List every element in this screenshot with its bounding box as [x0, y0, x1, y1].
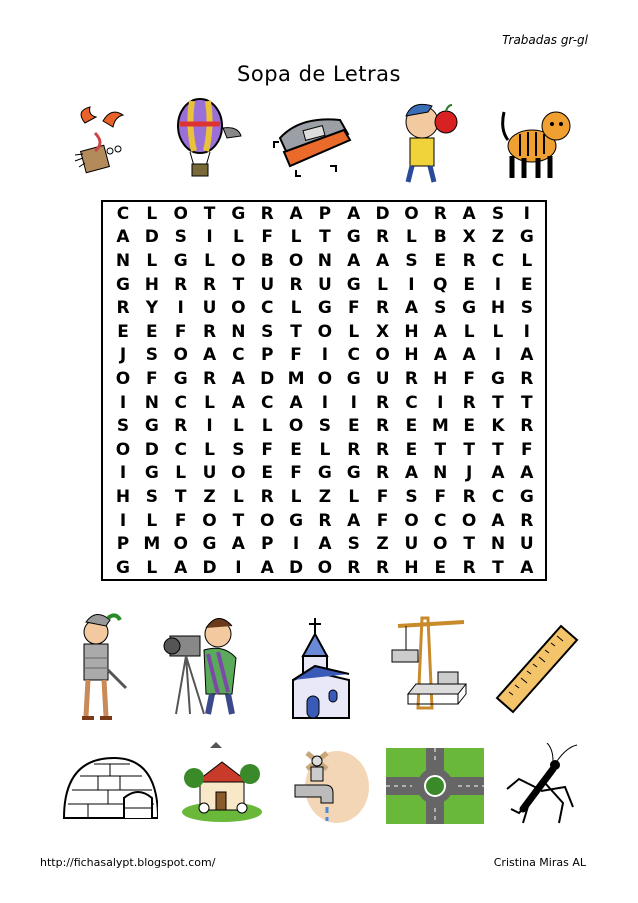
grid-letter[interactable]: Q: [433, 274, 448, 295]
grid-letter[interactable]: T: [232, 274, 245, 295]
grid-letter[interactable]: A: [376, 250, 390, 271]
grid-letter[interactable]: N: [433, 463, 448, 484]
grid-letter[interactable]: O: [404, 510, 419, 531]
grid-row: [103, 202, 545, 226]
stapler-icon: [270, 108, 360, 180]
grid-letter[interactable]: G: [144, 463, 159, 484]
grid-letter[interactable]: L: [204, 439, 215, 460]
grid-letter[interactable]: U: [318, 274, 332, 295]
grid-letter[interactable]: A: [433, 321, 447, 342]
grid-letter[interactable]: C: [491, 486, 505, 507]
grid-letter[interactable]: A: [491, 510, 505, 531]
grid-row: [103, 273, 545, 297]
grid-letter[interactable]: D: [144, 439, 159, 460]
grid-letter[interactable]: B: [260, 250, 274, 271]
gladiator-icon: [72, 610, 132, 725]
grid-letter[interactable]: L: [204, 250, 215, 271]
grid-letter[interactable]: O: [288, 416, 304, 437]
grid-letter[interactable]: E: [347, 416, 360, 437]
grid-letter[interactable]: Z: [491, 227, 505, 248]
grid-letter[interactable]: C: [260, 298, 274, 319]
grid-letter[interactable]: G: [317, 298, 332, 319]
grid-letter[interactable]: O: [259, 510, 275, 531]
grid-letter[interactable]: F: [290, 345, 302, 366]
grid-letter[interactable]: D: [260, 368, 275, 389]
grid-letter[interactable]: G: [231, 203, 246, 224]
grid-letter[interactable]: L: [261, 416, 273, 437]
grid-letter[interactable]: U: [202, 298, 217, 319]
farm-house-icon: [180, 738, 266, 824]
grid-letter[interactable]: R: [318, 510, 332, 531]
grid-letter[interactable]: S: [347, 534, 360, 555]
grid-letter[interactable]: R: [376, 392, 390, 413]
grid-letter[interactable]: Y: [145, 298, 158, 319]
grid-row: [103, 485, 545, 509]
grid-letter[interactable]: L: [232, 227, 244, 248]
grid-letter[interactable]: I: [177, 298, 184, 319]
grid-letter[interactable]: D: [375, 203, 390, 224]
grid-letter[interactable]: F: [347, 298, 360, 319]
church-icon: [285, 616, 355, 724]
grid-letter[interactable]: A: [520, 557, 534, 578]
grid-letter[interactable]: G: [289, 510, 304, 531]
grid-letter[interactable]: I: [119, 463, 127, 484]
grid-letter[interactable]: U: [519, 534, 534, 555]
grid-letter[interactable]: R: [260, 486, 274, 507]
grid-letter[interactable]: C: [174, 392, 187, 413]
grid-letter[interactable]: T: [521, 392, 533, 413]
grid-letter[interactable]: R: [376, 298, 390, 319]
grid-letter[interactable]: R: [433, 203, 447, 224]
grid-letter[interactable]: R: [404, 368, 418, 389]
grid-letter[interactable]: I: [494, 345, 502, 366]
grid-letter[interactable]: C: [347, 345, 360, 366]
grid-letter[interactable]: L: [232, 416, 244, 437]
grid-letter[interactable]: R: [347, 439, 361, 460]
grid-letter[interactable]: G: [173, 368, 188, 389]
grid-letter[interactable]: O: [317, 368, 333, 389]
grid-letter[interactable]: G: [202, 534, 217, 555]
grid-letter[interactable]: T: [203, 203, 216, 224]
grid-letter[interactable]: O: [317, 557, 333, 578]
grid-letter[interactable]: T: [232, 510, 245, 531]
grid-letter[interactable]: O: [461, 510, 477, 531]
grid-letter[interactable]: L: [290, 227, 302, 248]
grid-letter[interactable]: A: [231, 392, 245, 413]
grid-letter[interactable]: G: [519, 486, 534, 507]
grid-letter[interactable]: O: [231, 298, 246, 319]
faucet-icon: [285, 745, 371, 825]
grid-letter[interactable]: T: [434, 439, 447, 460]
grid-row: [103, 509, 545, 533]
grid-letter[interactable]: S: [405, 250, 418, 271]
grid-letter[interactable]: R: [462, 557, 476, 578]
grid-row: [103, 414, 545, 438]
grid-letter[interactable]: X: [462, 227, 476, 248]
grid-letter[interactable]: L: [348, 321, 360, 342]
grid-letter[interactable]: L: [492, 321, 504, 342]
grid-letter[interactable]: A: [202, 345, 217, 366]
grid-letter[interactable]: P: [260, 345, 274, 366]
grid-letter[interactable]: F: [434, 486, 447, 507]
grid-letter[interactable]: I: [206, 227, 213, 248]
grid-letter[interactable]: R: [520, 510, 534, 531]
grid-letter[interactable]: C: [174, 439, 187, 460]
grid-row: [103, 438, 545, 462]
grid-row: [103, 320, 545, 344]
grid-letter[interactable]: R: [347, 557, 361, 578]
grid-letter[interactable]: L: [175, 463, 187, 484]
grid-letter[interactable]: L: [521, 250, 533, 271]
grid-letter[interactable]: S: [491, 203, 505, 224]
grid-letter[interactable]: A: [231, 534, 245, 555]
grid-letter[interactable]: L: [146, 557, 158, 578]
grid-letter[interactable]: O: [433, 534, 448, 555]
grid-letter[interactable]: I: [235, 557, 242, 578]
grid-letter[interactable]: H: [404, 321, 419, 342]
grid-letter[interactable]: M: [287, 368, 305, 389]
grid-letter[interactable]: A: [318, 534, 332, 555]
grid-letter[interactable]: E: [521, 274, 533, 295]
grid-letter[interactable]: T: [319, 227, 331, 248]
source-url[interactable]: http://fichasalypt.blogspot.com/: [40, 856, 216, 869]
grid-letter[interactable]: A: [520, 345, 534, 366]
grid-letter[interactable]: A: [231, 368, 245, 389]
roundabout-icon: [386, 748, 484, 824]
grid-letter[interactable]: G: [346, 227, 361, 248]
photographer-icon: [160, 610, 255, 720]
grid-letter[interactable]: L: [204, 392, 215, 413]
grid-letter[interactable]: K: [491, 416, 505, 437]
grid-letter[interactable]: S: [405, 486, 418, 507]
grid-letter[interactable]: G: [346, 368, 361, 389]
grid-letter[interactable]: F: [146, 368, 158, 389]
grid-letter[interactable]: S: [434, 298, 447, 319]
grid-letter[interactable]: P: [116, 534, 130, 555]
grid-letter[interactable]: Z: [203, 486, 216, 507]
grid-letter[interactable]: L: [146, 510, 158, 531]
word-search-grid: [101, 200, 547, 581]
grid-letter[interactable]: E: [463, 416, 475, 437]
grid-letter[interactable]: E: [117, 321, 129, 342]
grid-letter[interactable]: H: [404, 557, 419, 578]
grid-letter[interactable]: U: [260, 274, 275, 295]
grid-letter[interactable]: G: [116, 557, 130, 578]
grid-letter[interactable]: L: [146, 250, 158, 271]
grid-letter[interactable]: D: [144, 227, 159, 248]
grid-letter[interactable]: P: [318, 203, 332, 224]
grid-letter[interactable]: U: [202, 463, 217, 484]
grid-letter[interactable]: I: [206, 416, 213, 437]
grid-letter[interactable]: T: [492, 392, 504, 413]
grid-letter[interactable]: B: [433, 227, 447, 248]
grid-letter[interactable]: A: [174, 557, 188, 578]
grid-letter[interactable]: L: [406, 227, 417, 248]
grid-letter[interactable]: R: [289, 274, 303, 295]
grid-letter[interactable]: R: [376, 439, 390, 460]
grid-letter[interactable]: E: [434, 557, 447, 578]
grid-letter[interactable]: U: [375, 368, 390, 389]
grid-row: [103, 344, 545, 368]
grid-letter[interactable]: A: [347, 250, 361, 271]
grid-letter[interactable]: R: [520, 416, 534, 437]
grid-letter[interactable]: S: [232, 439, 245, 460]
grid-letter[interactable]: S: [318, 416, 332, 437]
grid-letter[interactable]: N: [490, 534, 506, 555]
grid-letter[interactable]: J: [465, 463, 473, 484]
grid-letter[interactable]: G: [116, 274, 130, 295]
grid-letter[interactable]: S: [116, 416, 130, 437]
tiger-icon: [498, 100, 576, 184]
grid-letter[interactable]: M: [143, 534, 161, 555]
grid-letter[interactable]: O: [317, 321, 333, 342]
grid-letter[interactable]: G: [173, 250, 188, 271]
grid-letter[interactable]: N: [231, 321, 246, 342]
grid-row: [103, 556, 545, 580]
grid-letter[interactable]: O: [375, 345, 390, 366]
grid-letter[interactable]: R: [462, 250, 476, 271]
grid-row: [103, 296, 545, 320]
grid-letter[interactable]: S: [145, 345, 158, 366]
grid-letter[interactable]: E: [290, 439, 302, 460]
grid-letter[interactable]: R: [202, 368, 217, 389]
grid-letter[interactable]: C: [116, 203, 130, 224]
grid-letter[interactable]: A: [347, 510, 361, 531]
grid-letter[interactable]: M: [431, 416, 449, 437]
grid-letter[interactable]: E: [434, 250, 447, 271]
grid-letter[interactable]: R: [462, 486, 476, 507]
grid-letter[interactable]: I: [523, 321, 530, 342]
grid-row: [103, 532, 545, 556]
grid-letter[interactable]: C: [232, 345, 245, 366]
grid-letter[interactable]: A: [520, 463, 534, 484]
grid-letter[interactable]: N: [144, 392, 159, 413]
grid-letter[interactable]: I: [321, 392, 329, 413]
grid-row: [103, 462, 545, 486]
grid-letter[interactable]: E: [146, 321, 158, 342]
grid-letter[interactable]: H: [433, 368, 448, 389]
grid-letter[interactable]: O: [288, 250, 304, 271]
grid-letter[interactable]: I: [523, 203, 530, 224]
grid-letter[interactable]: F: [290, 463, 302, 484]
grid-letter[interactable]: G: [144, 416, 159, 437]
grid-letter[interactable]: N: [317, 250, 333, 271]
grid-letter[interactable]: S: [261, 321, 274, 342]
grid-letter[interactable]: I: [437, 392, 444, 413]
igloo-icon: [58, 750, 158, 822]
grid-letter[interactable]: L: [232, 486, 244, 507]
grid-letter[interactable]: G: [490, 368, 505, 389]
grid-letter[interactable]: G: [519, 227, 534, 248]
grid-letter[interactable]: R: [462, 392, 476, 413]
grid-letter[interactable]: T: [492, 557, 504, 578]
grid-letter[interactable]: R: [260, 203, 274, 224]
grid-letter[interactable]: F: [174, 321, 187, 342]
grid-row: [103, 226, 545, 250]
grid-letter[interactable]: F: [261, 439, 274, 460]
grid-letter[interactable]: T: [463, 534, 475, 555]
grid-letter[interactable]: I: [292, 534, 300, 555]
grid-letter[interactable]: O: [404, 203, 419, 224]
grid-letter[interactable]: I: [119, 510, 127, 531]
grid-letter[interactable]: O: [202, 510, 217, 531]
grid-letter[interactable]: I: [119, 392, 127, 413]
grid-letter[interactable]: I: [350, 392, 357, 413]
author-credit: Cristina Miras AL: [493, 856, 586, 869]
grid-letter[interactable]: C: [405, 392, 418, 413]
grid-letter[interactable]: T: [492, 439, 504, 460]
grid-letter[interactable]: I: [494, 274, 502, 295]
grid-letter[interactable]: A: [289, 392, 303, 413]
grid-letter[interactable]: A: [491, 463, 505, 484]
grid-letter[interactable]: R: [174, 274, 188, 295]
grid-letter[interactable]: F: [521, 439, 533, 460]
grid-row: [103, 367, 545, 391]
grid-letter[interactable]: G: [317, 463, 332, 484]
grid-letter[interactable]: L: [319, 439, 331, 460]
grid-letter[interactable]: F: [463, 368, 475, 389]
grid-letter[interactable]: E: [261, 463, 274, 484]
grid-letter[interactable]: L: [146, 203, 158, 224]
grid-letter[interactable]: R: [520, 368, 534, 389]
grid-letter[interactable]: Z: [376, 534, 389, 555]
grid-letter[interactable]: R: [202, 274, 217, 295]
grid-letter[interactable]: U: [404, 534, 419, 555]
grid-letter[interactable]: L: [290, 298, 302, 319]
grid-letter[interactable]: A: [116, 227, 130, 248]
ruler-icon: [493, 618, 581, 716]
grid-letter[interactable]: O: [115, 439, 131, 460]
grid-letter[interactable]: R: [174, 416, 188, 437]
grid-letter[interactable]: O: [231, 463, 246, 484]
grid-letter[interactable]: A: [462, 345, 476, 366]
grid-letter[interactable]: E: [405, 416, 418, 437]
page-title: Sopa de Letras: [237, 62, 401, 86]
grid-letter[interactable]: L: [463, 321, 475, 342]
grid-letter[interactable]: O: [173, 203, 188, 224]
grid-letter[interactable]: P: [260, 534, 274, 555]
grid-letter[interactable]: G: [462, 298, 477, 319]
grid-letter[interactable]: A: [347, 203, 361, 224]
grid-letter[interactable]: H: [404, 345, 419, 366]
crane-icon: [378, 612, 473, 720]
grid-letter[interactable]: S: [174, 227, 187, 248]
grid-letter[interactable]: A: [289, 203, 303, 224]
grid-row: [103, 391, 545, 415]
grid-letter[interactable]: T: [290, 321, 302, 342]
grid-letter[interactable]: E: [405, 439, 418, 460]
grid-letter[interactable]: F: [174, 510, 187, 531]
grid-letter[interactable]: G: [346, 463, 361, 484]
grid-letter[interactable]: F: [376, 486, 389, 507]
grid-letter[interactable]: C: [491, 250, 505, 271]
grid-letter[interactable]: A: [433, 345, 447, 366]
grid-letter[interactable]: R: [116, 298, 130, 319]
grid-letter[interactable]: A: [404, 298, 419, 319]
grid-letter[interactable]: J: [119, 345, 127, 366]
grid-letter[interactable]: G: [346, 274, 361, 295]
grid-letter[interactable]: O: [173, 345, 188, 366]
grid-letter[interactable]: I: [408, 274, 415, 295]
grid-letter[interactable]: R: [376, 557, 390, 578]
grid-letter[interactable]: N: [115, 250, 131, 271]
grid-letter[interactable]: O: [115, 368, 131, 389]
grid-letter[interactable]: D: [202, 557, 217, 578]
grid-letter[interactable]: C: [434, 510, 447, 531]
grid-row: [103, 249, 545, 273]
crab-icon: [65, 103, 135, 183]
grid-letter[interactable]: O: [231, 250, 246, 271]
grid-letter[interactable]: X: [376, 321, 390, 342]
grid-letter[interactable]: F: [376, 510, 389, 531]
grid-letter[interactable]: T: [174, 486, 187, 507]
cricket-icon: [503, 743, 581, 827]
grid-letter[interactable]: A: [404, 463, 419, 484]
grid-letter[interactable]: H: [115, 486, 131, 507]
grid-letter[interactable]: T: [463, 439, 475, 460]
grid-letter[interactable]: H: [144, 274, 159, 295]
grid-letter[interactable]: S: [520, 298, 533, 319]
grid-letter[interactable]: L: [377, 274, 389, 295]
grid-letter[interactable]: C: [260, 392, 274, 413]
hot-air-balloon-icon: [168, 96, 243, 184]
grid-letter[interactable]: R: [376, 416, 390, 437]
grid-letter[interactable]: I: [321, 345, 329, 366]
grid-letter[interactable]: R: [202, 321, 217, 342]
boy-eating-apple-icon: [388, 98, 466, 184]
grid-letter[interactable]: R: [376, 463, 390, 484]
grid-letter[interactable]: L: [348, 486, 360, 507]
grid-letter[interactable]: O: [173, 534, 188, 555]
grid-letter[interactable]: E: [463, 274, 475, 295]
grid-letter[interactable]: L: [290, 486, 302, 507]
grid-letter[interactable]: S: [145, 486, 158, 507]
grid-letter[interactable]: Z: [318, 486, 332, 507]
grid-letter[interactable]: D: [289, 557, 304, 578]
grid-letter[interactable]: F: [261, 227, 274, 248]
grid-letter[interactable]: H: [490, 298, 506, 319]
topic-label: Trabadas gr-gl: [502, 33, 588, 47]
grid-letter[interactable]: A: [260, 557, 274, 578]
grid-letter[interactable]: A: [462, 203, 476, 224]
grid-letter[interactable]: R: [376, 227, 390, 248]
